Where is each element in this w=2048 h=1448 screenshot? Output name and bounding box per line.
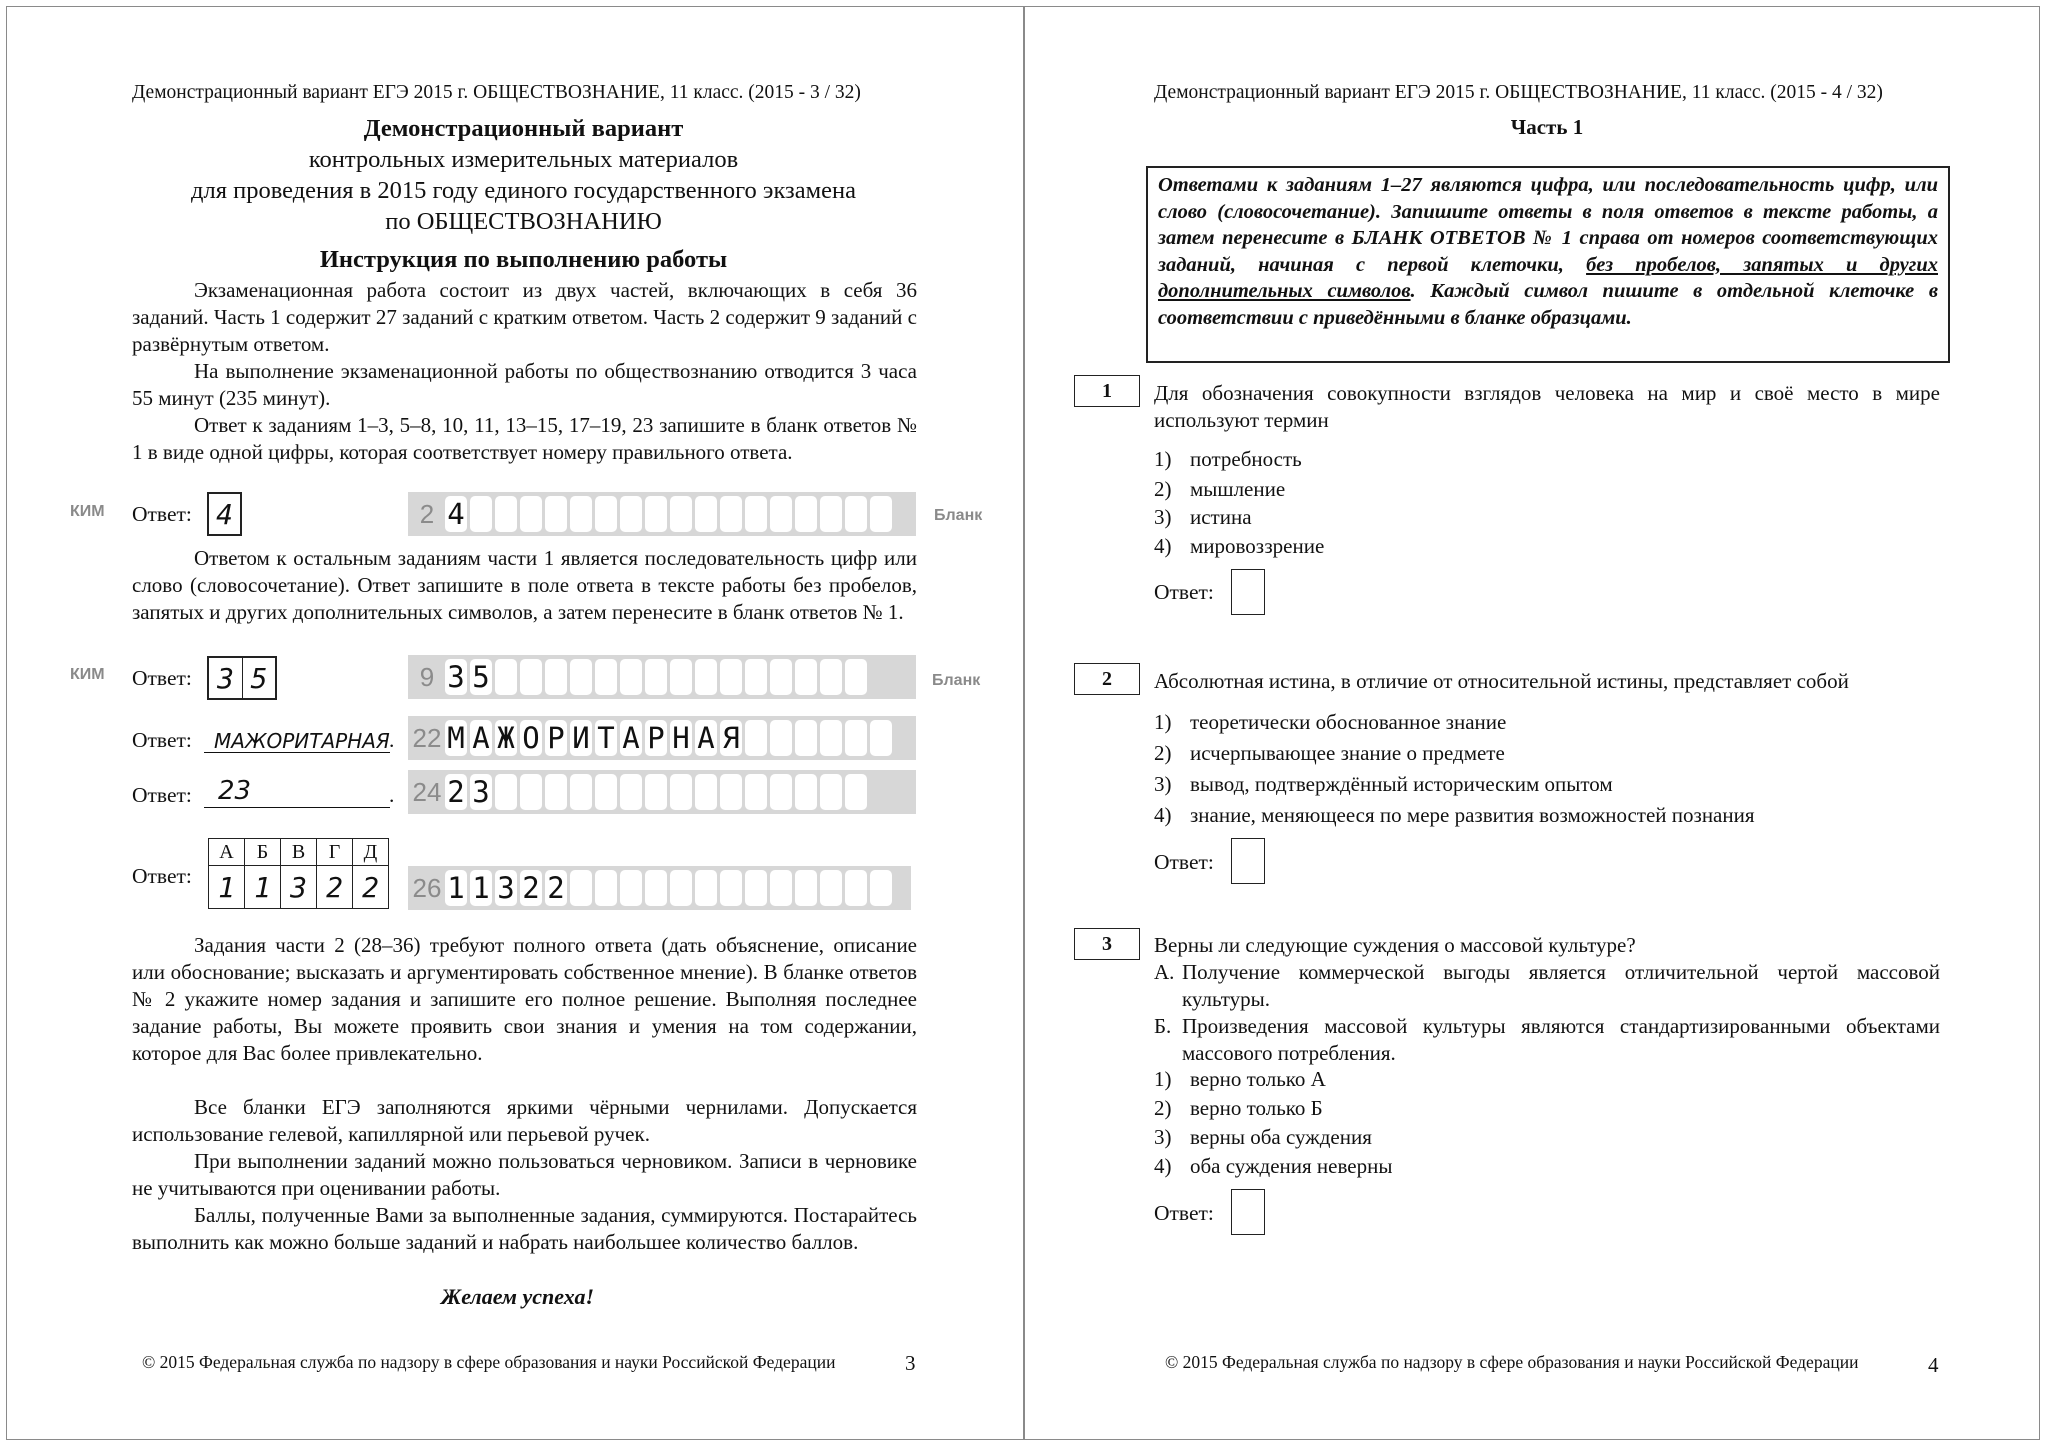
blank-cell xyxy=(870,496,892,532)
option xyxy=(1154,505,1252,530)
answer-label: Ответ: xyxy=(1154,850,1214,874)
blank-cell xyxy=(795,496,817,532)
answer-label: Ответ: xyxy=(132,502,192,526)
option-text: верны оба суждения xyxy=(1190,1125,1372,1149)
blank-cell xyxy=(820,870,842,906)
blank-cell xyxy=(470,496,492,532)
blank-label: Бланк xyxy=(932,672,981,689)
option-text: мировоззрение xyxy=(1190,534,1325,558)
question-text: Для обозначения совокупности взглядов человека на мир и своё место в мире используют термин xyxy=(1154,381,1940,432)
right-page-number: 4 xyxy=(1928,1353,1939,1377)
blank-cell: 2 xyxy=(545,870,567,906)
blank-cell: 2 xyxy=(520,870,542,906)
option-number: 3) xyxy=(1154,505,1172,529)
blank-cell xyxy=(495,774,517,810)
blank-cell xyxy=(695,774,717,810)
blank-cell xyxy=(720,774,742,810)
right-page-footer: © 2015 Федеральная служба по надзору в сфере образования и науки Российской Федерации xyxy=(1165,1352,1859,1372)
option-text: верно только А xyxy=(1190,1067,1326,1091)
option-text: теоретически обоснованное знание xyxy=(1190,710,1507,734)
option xyxy=(1154,1067,1326,1092)
table-value-cell: 1 xyxy=(245,866,281,909)
option-text: истина xyxy=(1190,505,1252,529)
option xyxy=(1154,1096,1323,1121)
kim-label: КИМ xyxy=(70,503,105,520)
question-text: Абсолютная истина, в отличие от относительной истины, представляет собой xyxy=(1154,669,1849,693)
blank-cell xyxy=(620,496,642,532)
blank-cell xyxy=(820,774,842,810)
part-title: Часть 1 xyxy=(1510,115,1584,139)
blank-cell: О xyxy=(520,720,542,756)
blank-cell xyxy=(595,496,617,532)
blank-cell: 2 xyxy=(445,774,467,810)
blank-cell xyxy=(695,659,717,695)
right-page-header: Демонстрационный вариант ЕГЭ 2015 г. ОБЩЕСТВОЗНАНИЕ, 11 класс. (2015 - 4 / 32) xyxy=(1154,82,1883,103)
blank-cell: 3 xyxy=(470,774,492,810)
blank-cell xyxy=(845,659,867,695)
blank-cell xyxy=(770,870,792,906)
option-number: 1) xyxy=(1154,710,1172,734)
table-value-cell: 2 xyxy=(353,866,389,909)
option-text: исчерпывающее знание о предмете xyxy=(1190,741,1505,765)
blank-cell: М xyxy=(445,720,467,756)
blank-cell xyxy=(495,659,517,695)
blank-cell xyxy=(595,870,617,906)
statement-text: Получение коммерческой выгоды является отличительной чертой массовой культуры. xyxy=(1182,960,1940,1011)
blank-cell xyxy=(520,496,542,532)
blank-strip xyxy=(408,770,916,814)
blank-cell xyxy=(770,659,792,695)
blank-cell xyxy=(645,496,667,532)
table-value-cell: 3 xyxy=(281,866,317,909)
answer-label: Ответ: xyxy=(1154,1201,1214,1225)
doc-title: Демонстрационный вариант xyxy=(363,115,684,142)
option xyxy=(1154,1154,1392,1179)
left-page-header: Демонстрационный вариант ЕГЭ 2015 г. ОБЩЕСТВОЗНАНИЕ, 11 класс. (2015 - 3 / 32) xyxy=(132,82,861,103)
kim-answer-box xyxy=(207,656,277,700)
option-text: верно только Б xyxy=(1190,1096,1323,1120)
doc-subtitle-3: по ОБЩЕСТВОЗНАНИЮ xyxy=(385,208,662,235)
statement-label: А. xyxy=(1154,960,1175,984)
paragraph-4: Ответом к остальным заданиям части 1 является последовательность цифр или слово (словосочетание). Ответ запишите в поле ответа в тексте работы без пробелов, запятых и других дополнительных символов, а затем перенесите в бланк ответов № 1. xyxy=(132,546,917,624)
answer-label: Ответ: xyxy=(1154,580,1214,604)
option-number: 3) xyxy=(1154,772,1172,796)
left-page-number: 3 xyxy=(905,1351,916,1375)
kim-label: КИМ xyxy=(70,666,105,683)
blank-task-number: 2 xyxy=(419,498,435,529)
blank-strip xyxy=(408,492,916,536)
instruction-box xyxy=(1146,166,1950,363)
blank-cell xyxy=(620,870,642,906)
instruction-text-end: . Каждый символ пишите в отдельной клеточке в соответствии с приведёнными в бланке образцами. xyxy=(1158,280,1938,329)
option-text: оба суждения неверны xyxy=(1190,1154,1393,1178)
doc-subtitle-1: контрольных измерительных материалов xyxy=(308,146,739,173)
blank-cell xyxy=(645,870,667,906)
option xyxy=(1154,741,1505,766)
blank-cell xyxy=(845,720,867,756)
blank-cell: Н xyxy=(670,720,692,756)
blank-cell xyxy=(770,496,792,532)
option-number: 4) xyxy=(1154,803,1172,827)
option xyxy=(1154,803,1755,828)
option-number: 1) xyxy=(1154,447,1172,471)
blank-cell xyxy=(745,659,767,695)
instruction-underlined-text: без пробелов, запятых и других дополнительных символов xyxy=(1158,253,1938,302)
blank-cell xyxy=(770,774,792,810)
paragraph-3: Ответ к заданиям 1–3, 5–8, 10, 11, 13–15, 17–19, 23 запишите в бланк ответов № 1 в виде одной цифры, которая соответствует номеру правильного ответа. xyxy=(132,413,917,464)
blank-cell xyxy=(570,496,592,532)
blank-cell: Ж xyxy=(495,720,517,756)
blank-cell: 4 xyxy=(445,496,467,532)
answer-input-box[interactable] xyxy=(1231,838,1265,884)
option xyxy=(1154,477,1285,502)
blank-cell xyxy=(545,496,567,532)
question-text: Верны ли следующие суждения о массовой культуре? xyxy=(1154,933,1636,957)
blank-cell xyxy=(820,720,842,756)
blank-cell: Р xyxy=(545,720,567,756)
option xyxy=(1154,710,1506,735)
blank-cell xyxy=(620,774,642,810)
answer-input-box[interactable] xyxy=(1231,569,1265,615)
option-number: 2) xyxy=(1154,741,1172,765)
blank-cell xyxy=(845,870,867,906)
answer-label: Ответ: xyxy=(132,783,192,807)
blank-cell: Т xyxy=(595,720,617,756)
option-number: 3) xyxy=(1154,1125,1172,1149)
statement-label: Б. xyxy=(1154,1014,1172,1038)
blank-cell xyxy=(520,659,542,695)
blank-cell xyxy=(870,720,892,756)
table-header-cell: Б xyxy=(245,839,281,866)
blank-cell xyxy=(845,496,867,532)
option-number: 4) xyxy=(1154,1154,1172,1178)
answer-underline xyxy=(204,807,390,808)
blank-cell xyxy=(745,720,767,756)
answer-input-box[interactable] xyxy=(1231,1189,1265,1235)
blank-cell: Р xyxy=(645,720,667,756)
option-number: 2) xyxy=(1154,1096,1172,1120)
blank-cell: 5 xyxy=(470,659,492,695)
blank-label: Бланк xyxy=(934,507,983,524)
answer-label: Ответ: xyxy=(132,666,192,690)
blank-cell xyxy=(695,870,717,906)
blank-cell xyxy=(745,496,767,532)
statement-b xyxy=(1154,1013,1940,1067)
kim-answer-digit: 5 xyxy=(242,658,275,698)
table-header-cell: А xyxy=(209,839,245,866)
blank-cell xyxy=(570,774,592,810)
blank-cell xyxy=(595,774,617,810)
blank-cell: 1 xyxy=(470,870,492,906)
instruction-text: Ответами к заданиям 1–27 являются цифра, или последовательность цифр, или слово (словосочетание). Запишите ответы в поля ответов в тексте работы, а затем перенесите в БЛАНК ОТВЕТОВ № 1 справа от номеров соответствующих заданий, начиная с первой клеточки, xyxy=(1158,174,1938,276)
paragraph-6: Все бланки ЕГЭ заполняются яркими чёрными чернилами. Допускается использование гелевой, капиллярной или перьевой ручек. xyxy=(132,1095,917,1146)
blank-cell: И xyxy=(570,720,592,756)
blank-cell xyxy=(520,774,542,810)
doc-subtitle-2: для проведения в 2015 году единого государственного экзамена xyxy=(191,177,856,204)
blank-cell xyxy=(820,659,842,695)
blank-cell xyxy=(845,774,867,810)
statement-text: Произведения массовой культуры являются стандартизированными объектами массового потребления. xyxy=(1182,1014,1940,1065)
blank-cell xyxy=(745,774,767,810)
answer-label: Ответ: xyxy=(132,864,192,888)
blank-cell xyxy=(545,774,567,810)
blank-cell xyxy=(495,496,517,532)
blank-cell xyxy=(620,659,642,695)
kim-answer-number: 23 xyxy=(218,776,252,806)
paragraph-7: При выполнении заданий можно пользоваться черновиком. Записи в черновике не учитываются при оценивании работы. xyxy=(132,1149,917,1200)
blank-cell xyxy=(670,870,692,906)
table-value-cell: 1 xyxy=(209,866,245,909)
blank-strip xyxy=(408,655,916,699)
blank-task-number: 24 xyxy=(412,776,442,807)
option xyxy=(1154,1125,1372,1150)
paragraph-8: Баллы, полученные Вами за выполненные задания, суммируются. Постарайтесь выполнить как можно больше заданий и набрать наибольшее количество баллов. xyxy=(132,1203,917,1254)
table-value-cell: 2 xyxy=(317,866,353,909)
blank-cell xyxy=(720,870,742,906)
blank-cell: 3 xyxy=(445,659,467,695)
blank-strip xyxy=(408,716,916,760)
blank-cell xyxy=(795,720,817,756)
page-divider xyxy=(1023,6,1025,1440)
paragraph-1: Экзаменационная работа состоит из двух частей, включающих в себя 36 заданий. Часть 1 содержит 27 заданий с кратким ответом. Часть 2 содержит 9 заданий с развёрнутым ответом. xyxy=(132,278,917,356)
option xyxy=(1154,447,1302,472)
blank-cell xyxy=(745,870,767,906)
option-text: мышление xyxy=(1190,477,1286,501)
blank-cell xyxy=(870,870,892,906)
kim-answer-box xyxy=(207,492,242,536)
option xyxy=(1154,534,1324,559)
blank-cell xyxy=(570,870,592,906)
kim-answer-digit: 4 xyxy=(216,497,233,531)
table-header-cell: Д xyxy=(353,839,389,866)
answer-letter-table xyxy=(208,838,389,909)
paragraph-2: На выполнение экзаменационной работы по обществознанию отводится 3 часа 55 минут (235 минут). xyxy=(132,359,917,410)
blank-cell xyxy=(670,496,692,532)
instruction-title: Инструкция по выполнению работы xyxy=(319,246,728,273)
option xyxy=(1154,772,1613,797)
blank-cell: 1 xyxy=(445,870,467,906)
blank-cell xyxy=(795,774,817,810)
blank-cell: А xyxy=(470,720,492,756)
option-number: 1) xyxy=(1154,1067,1172,1091)
blank-cell xyxy=(695,496,717,532)
blank-cell xyxy=(720,496,742,532)
answer-dot: . xyxy=(389,728,395,752)
blank-cell: 3 xyxy=(495,870,517,906)
blank-cell: Я xyxy=(720,720,742,756)
blank-task-number: 26 xyxy=(412,872,442,903)
blank-cell xyxy=(770,720,792,756)
blank-cell xyxy=(545,659,567,695)
answer-label: Ответ: xyxy=(132,728,192,752)
blank-cell xyxy=(795,659,817,695)
table-header-cell: Г xyxy=(317,839,353,866)
blank-cell: А xyxy=(620,720,642,756)
closing-wish: Желаем успеха! xyxy=(441,1284,595,1309)
kim-answer-word: МАЖОРИТАРНАЯ xyxy=(214,729,390,753)
answer-dot: . xyxy=(389,783,395,807)
blank-cell xyxy=(570,659,592,695)
blank-task-number: 9 xyxy=(419,661,435,692)
question-number: 1 xyxy=(1074,375,1140,407)
blank-cell xyxy=(720,659,742,695)
blank-cell xyxy=(670,659,692,695)
blank-cell xyxy=(645,659,667,695)
blank-strip xyxy=(408,866,911,910)
blank-cell xyxy=(795,870,817,906)
blank-task-number: 22 xyxy=(412,722,442,753)
paragraph-5: Задания части 2 (28–36) требуют полного ответа (дать объяснение, описание или обоснование; высказать и аргументировать собственное мнение). В бланке ответов № 2 укажите номер задания и запишите его полное решение. Выполняя последнее задание работы, Вы можете проявить свои знания и умения на том содержании, которое для Вас более привлекательно. xyxy=(132,933,917,1065)
question-number: 2 xyxy=(1074,663,1140,695)
blank-cell xyxy=(820,496,842,532)
blank-cell xyxy=(670,774,692,810)
option-text: вывод, подтверждённый историческим опытом xyxy=(1190,772,1613,796)
option-text: потребность xyxy=(1190,447,1302,471)
question-number: 3 xyxy=(1074,928,1140,960)
option-number: 2) xyxy=(1154,477,1172,501)
option-text: знание, меняющееся по мере развития возможностей познания xyxy=(1190,803,1755,827)
kim-answer-digit: 3 xyxy=(217,661,234,695)
blank-cell: А xyxy=(695,720,717,756)
blank-cell xyxy=(595,659,617,695)
option-number: 4) xyxy=(1154,534,1172,558)
table-header-cell: В xyxy=(281,839,317,866)
left-page-footer: © 2015 Федеральная служба по надзору в сфере образования и науки Российской Федерации xyxy=(142,1352,836,1372)
statement-a xyxy=(1154,959,1940,1013)
blank-cell xyxy=(645,774,667,810)
